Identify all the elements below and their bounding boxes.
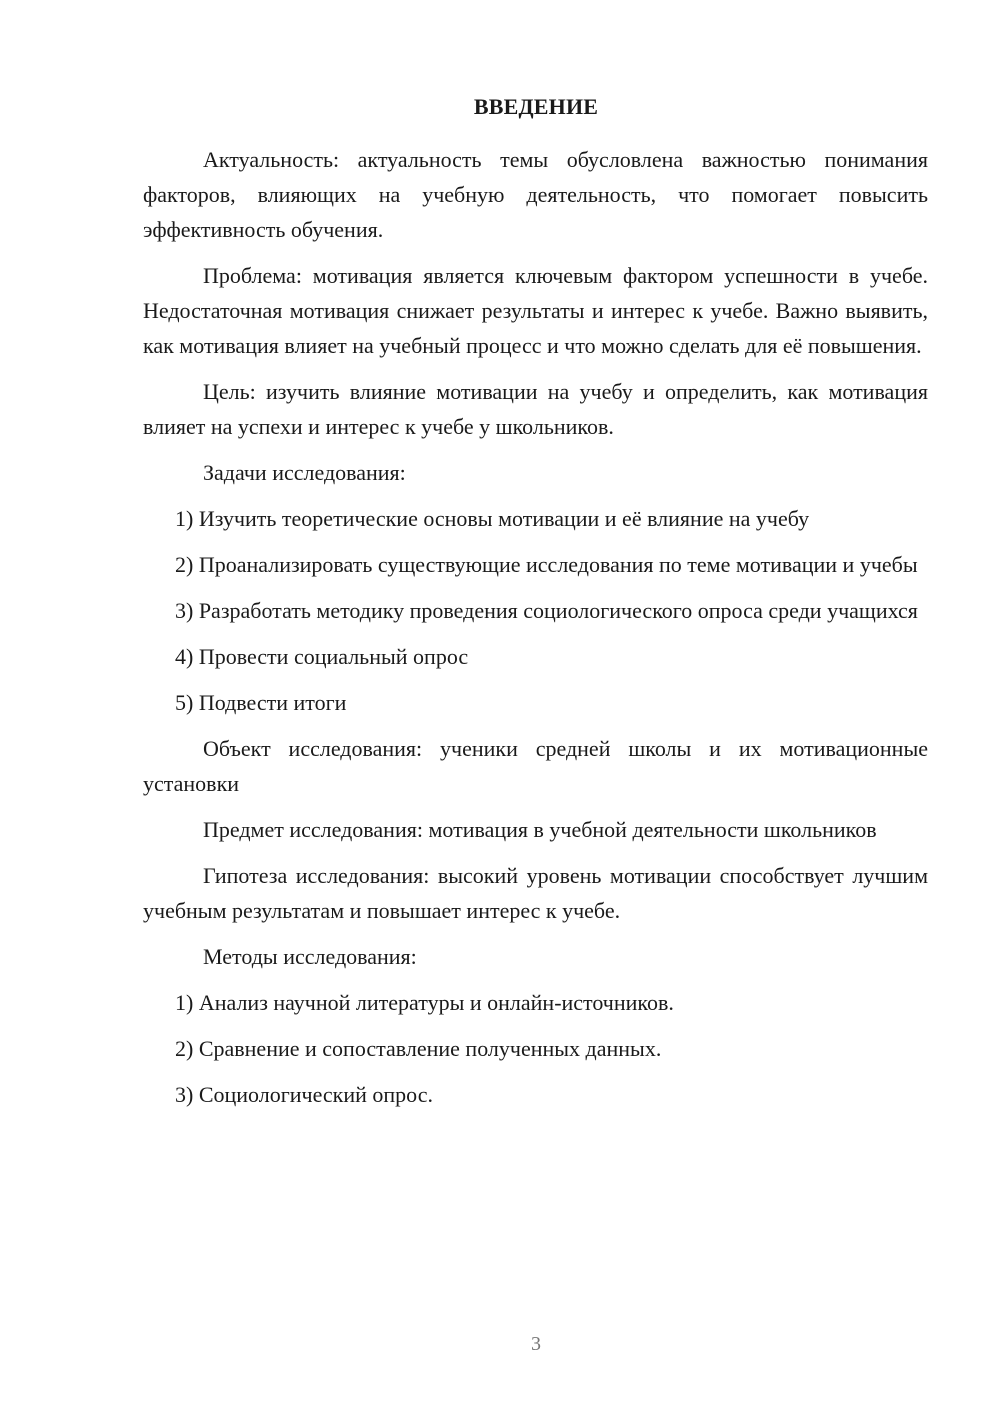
method-item: 2) Сравнение и сопоставление полученных данных. [175,1036,662,1061]
task-item: 2) Проанализировать существующие исследования по теме мотивации и учебы [175,552,918,577]
problem-paragraph: Проблема: мотивация является ключевым фактором успешности в учебе. Недостаточная мотивация снижает результаты и интерес к учебе. Важно выявить, как мотивация влияет на учебный процесс и что можно сделать для её повышения. [143,263,928,358]
task-item: 5) Подвести итоги [175,690,347,715]
relevance-paragraph: Актуальность: актуальность темы обусловлена важностью понимания факторов, влияющих на учебную деятельность, что помогает повысить эффективность обучения. [143,147,928,242]
page-title: ВВЕДЕНИЕ [473,94,599,119]
methods-heading: Методы исследования: [203,944,417,969]
tasks-heading: Задачи исследования: [203,460,406,485]
subject-paragraph: Предмет исследования: мотивация в учебной деятельности школьников [203,817,877,842]
hypothesis-paragraph: Гипотеза исследования: высокий уровень мотивации способствует лучшим учебным результатам и повышает интерес к учебе. [143,863,928,923]
task-item: 1) Изучить теоретические основы мотивации и её влияние на учебу [175,506,810,531]
document-body [143,142,928,1123]
task-item: 3) Разработать методику проведения социологического опроса среди учащихся [175,598,918,623]
method-item: 1) Анализ научной литературы и онлайн-источников. [175,990,674,1015]
goal-paragraph: Цель: изучить влияние мотивации на учебу и определить, как мотивация влияет на успехи и интерес к учебе у школьников. [143,379,928,439]
object-paragraph: Объект исследования: ученики средней школы и их мотивационные установки [143,736,928,796]
method-item: 3) Социологический опрос. [175,1082,433,1107]
page-number: 3 [531,1333,541,1355]
task-item: 4) Провести социальный опрос [175,644,469,669]
